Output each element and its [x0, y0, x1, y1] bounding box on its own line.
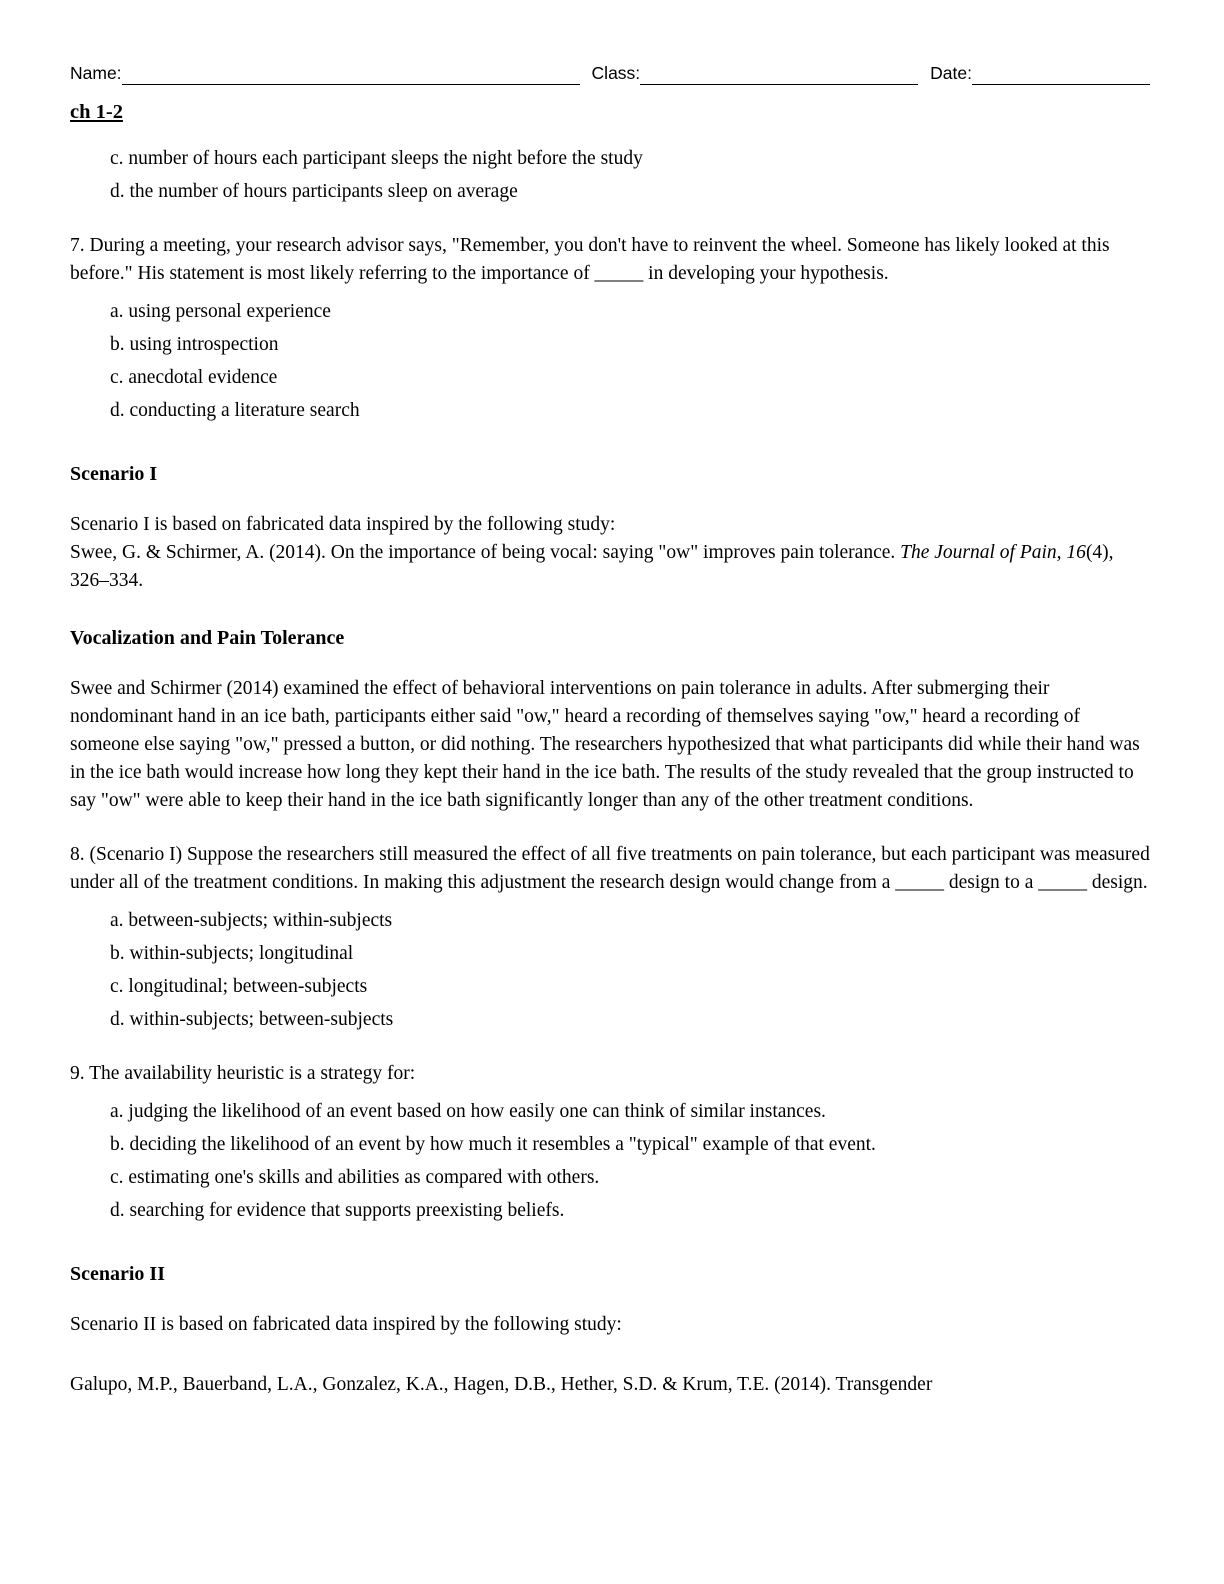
- name-label: Name:: [70, 63, 122, 83]
- scenario1-heading: Scenario I: [70, 463, 158, 485]
- date-label: Date:: [930, 63, 972, 83]
- scenario1-intro-line: Scenario I is based on fabricated data inspired by the following study:: [70, 514, 616, 535]
- question-8-options: [70, 907, 1150, 1034]
- question-8-option-a: a. between-subjects; within-subjects: [110, 910, 393, 931]
- scenario2-citation: Galupo, M.P., Bauerband, L.A., Gonzalez, K.A., Hagen, D.B., Hether, S.D. & Krum, T.E. (2014). Transgender: [70, 1374, 933, 1395]
- question-8-option-c: c. longitudinal; between-subjects: [110, 976, 368, 997]
- scenario1-intro-citation: [70, 511, 1150, 595]
- class-label: Class:: [591, 63, 641, 83]
- question-7-option-c: c. anecdotal evidence: [110, 367, 278, 388]
- class-blank-line: [640, 63, 918, 85]
- question-8-option-d: d. within-subjects; between-subjects: [110, 1009, 394, 1030]
- carryover-option-c: c. number of hours each participant sleeps the night before the study: [110, 148, 643, 169]
- carryover-options: [70, 145, 1150, 206]
- question-8-option-b: b. within-subjects; longitudinal: [110, 943, 354, 964]
- scenario2-heading: Scenario II: [70, 1263, 165, 1285]
- chapter-title: ch 1-2: [70, 101, 123, 123]
- question-8-text: 8. (Scenario I) Suppose the researchers still measured the effect of all five treatments on pain tolerance, but each participant was measured under all of the treatment conditions. In making this adjustment the research design would change from a _____ design to a _____ design.: [70, 844, 1150, 893]
- question-9-option-a: a. judging the likelihood of an event based on how easily one can think of similar instances.: [110, 1101, 826, 1122]
- scenario1-citation-journal: The Journal of Pain, 16: [900, 542, 1086, 563]
- question-7-option-b: b. using introspection: [110, 334, 279, 355]
- carryover-option-d: d. the number of hours participants sleep on average: [110, 181, 518, 202]
- question-9-options: [70, 1098, 1150, 1225]
- scenario1-citation-authors: Swee, G. & Schirmer, A. (2014). On the importance of being vocal: saying "ow" improves pain tolerance.: [70, 542, 901, 563]
- question-9-option-d: d. searching for evidence that supports preexisting beliefs.: [110, 1200, 565, 1221]
- scenario2-intro: Scenario II is based on fabricated data inspired by the following study:: [70, 1314, 622, 1335]
- name-blank-line: [122, 63, 580, 85]
- question-7-option-a: a. using personal experience: [110, 301, 331, 322]
- question-9-text: 9. The availability heuristic is a strategy for:: [70, 1063, 416, 1084]
- form-header: [70, 62, 1150, 85]
- question-9-option-b: b. deciding the likelihood of an event by how much it resembles a "typical" example of that event.: [110, 1134, 876, 1155]
- date-blank-line: [972, 63, 1150, 85]
- question-7-text: 7. During a meeting, your research advisor says, "Remember, you don't have to reinvent the wheel. Someone has likely looked at this before." His statement is most likely referring to the importance of _____ in developing your hypothesis.: [70, 235, 1110, 284]
- scenario1-citation-pages: (4), 326–334.: [70, 542, 1114, 591]
- question-9-option-c: c. estimating one's skills and abilities as compared with others.: [110, 1167, 600, 1188]
- question-7-options: [70, 298, 1150, 425]
- question-7-option-d: d. conducting a literature search: [110, 400, 360, 421]
- scenario1-subheading: Vocalization and Pain Tolerance: [70, 627, 345, 649]
- scenario1-body: Swee and Schirmer (2014) examined the effect of behavioral interventions on pain tolerance in adults. After submerging their nondominant hand in an ice bath, participants either said "ow," heard a recording of themselves saying "ow," heard a recording of someone else saying "ow," pressed a button, or did nothing. The researchers hypothesized that what participants did while their hand was in the ice bath would increase how long they kept their hand in the ice bath. The results of the study revealed that the group instructed to say "ow" were able to keep their hand in the ice bath significantly longer than any of the other treatment conditions.: [70, 678, 1140, 811]
